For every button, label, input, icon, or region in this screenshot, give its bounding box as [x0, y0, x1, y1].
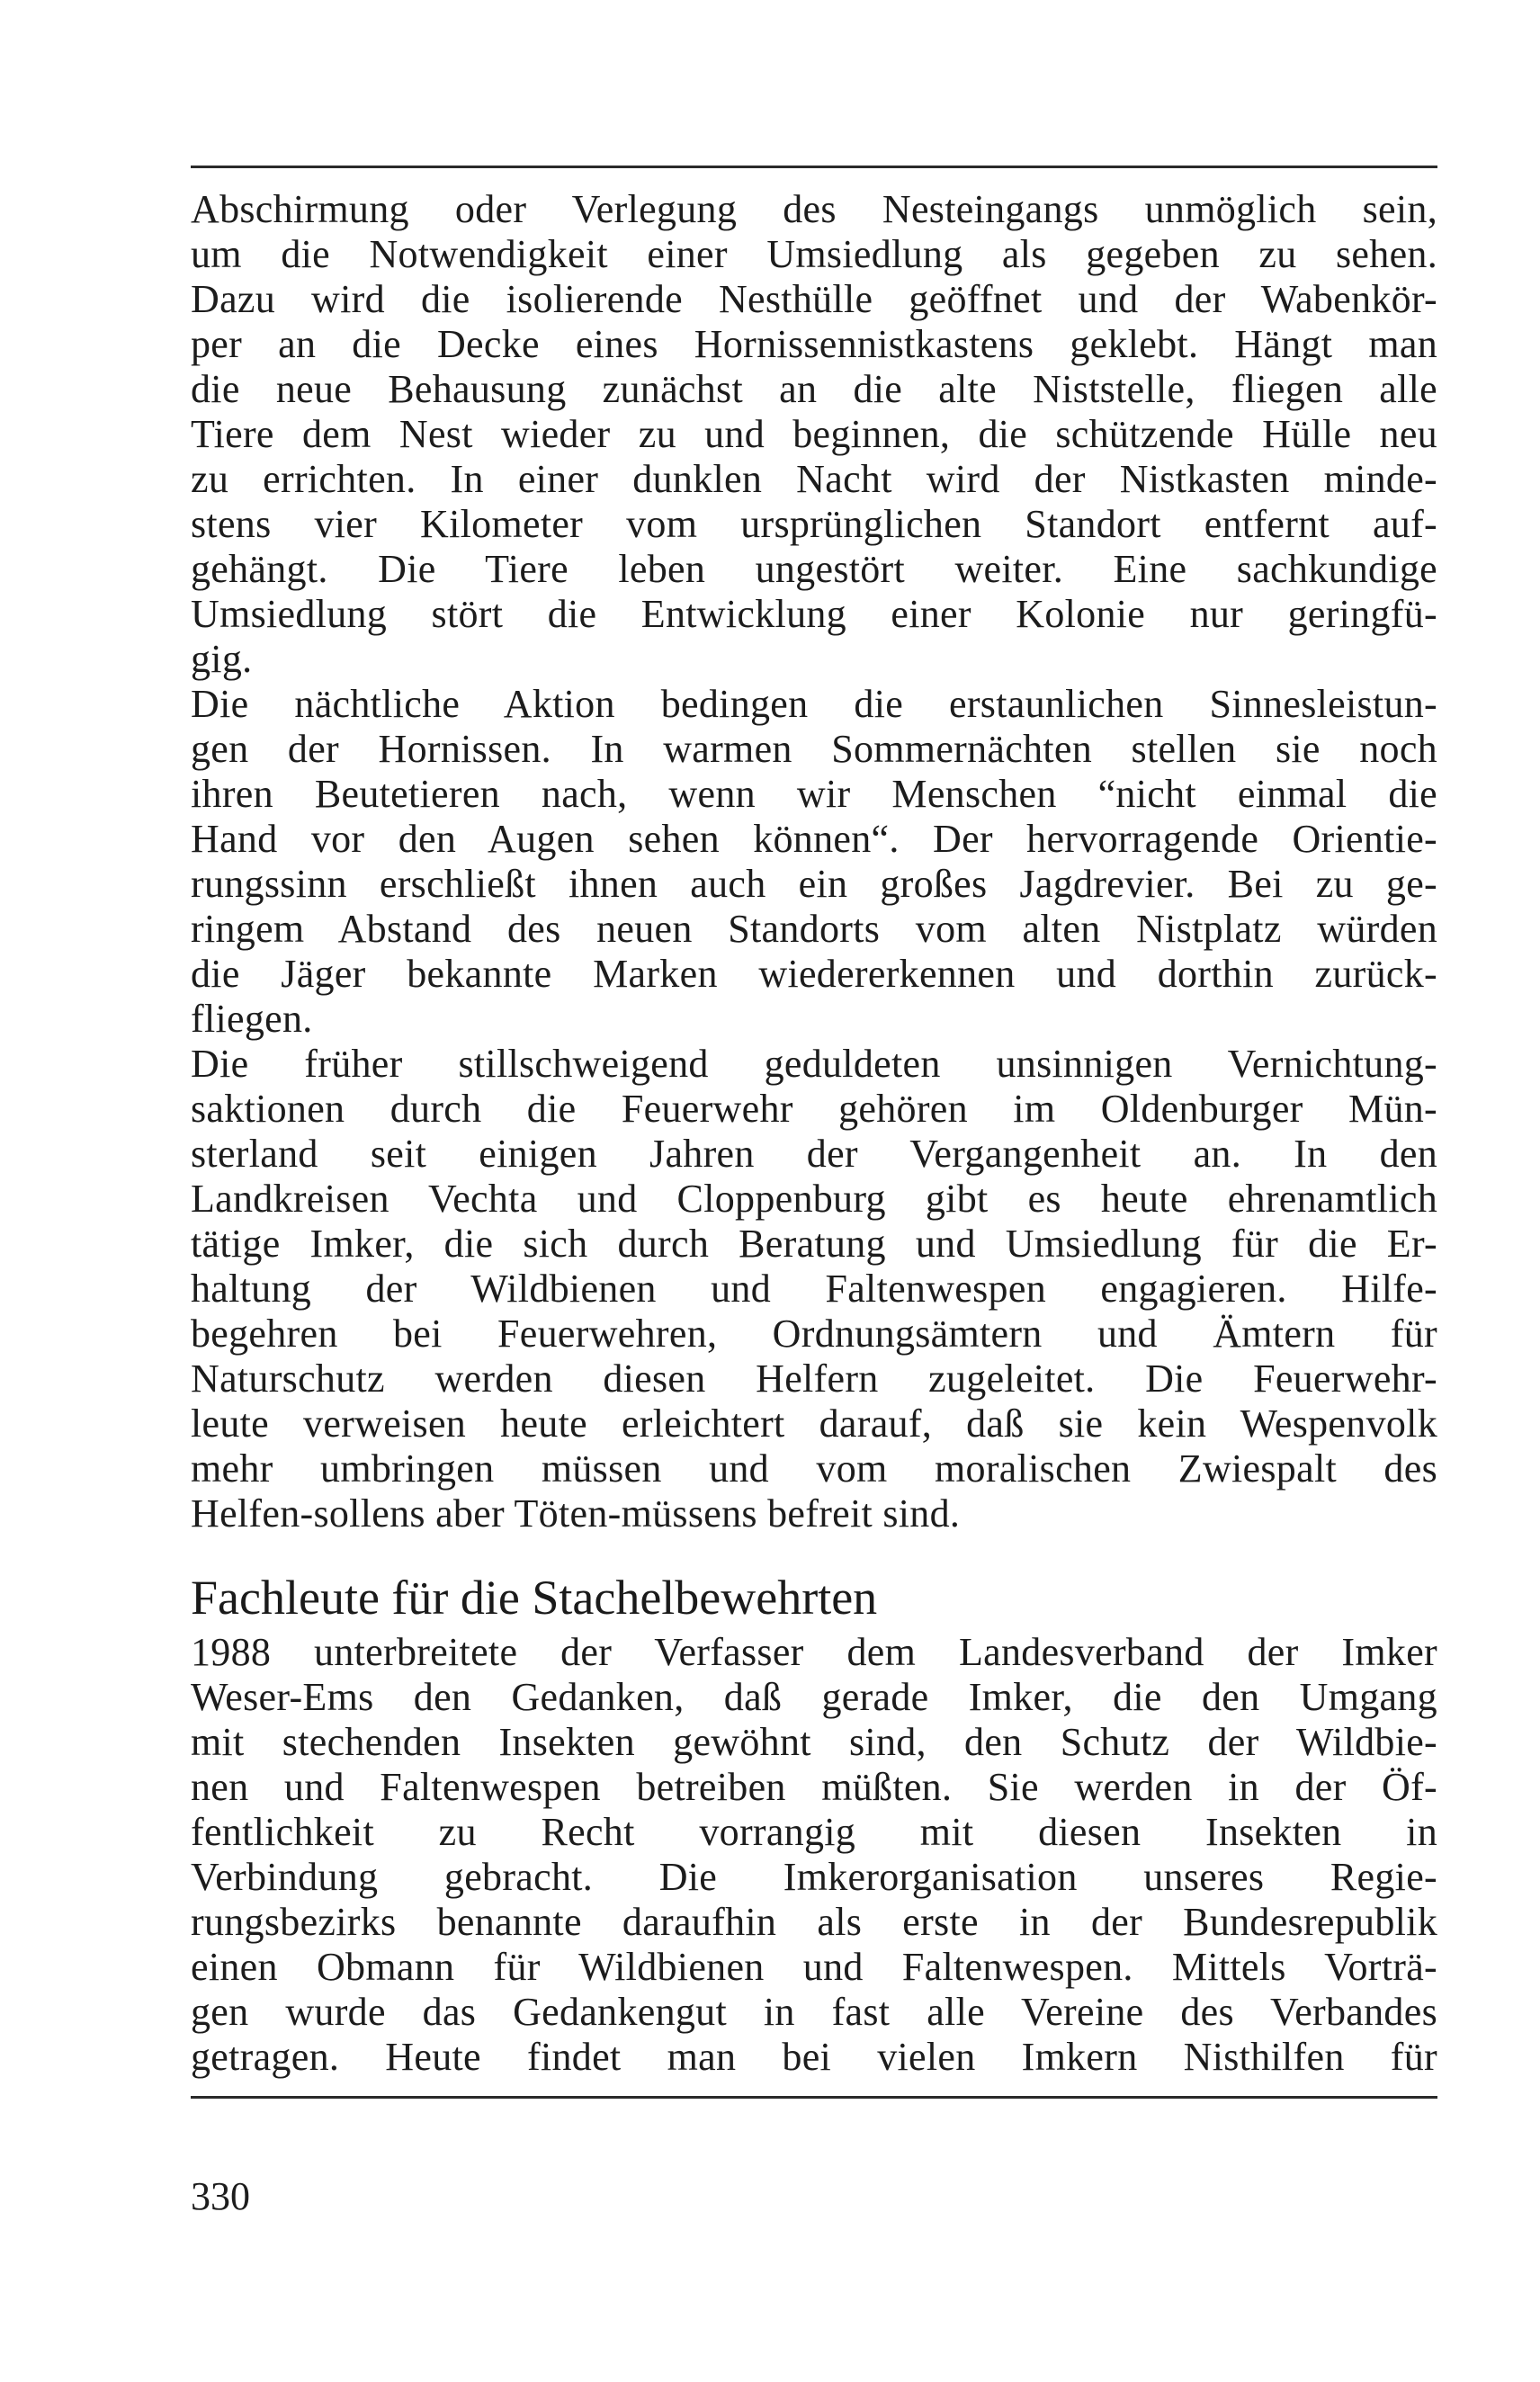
paragraph-sinnesleistungen	[191, 682, 1437, 1042]
text-line: Verbindung gebracht. Die Imkerorganisation unseres Regie-	[191, 1855, 1437, 1899]
text-line: um die Notwendigkeit einer Umsiedlung als gegeben zu sehen.	[191, 232, 1437, 276]
text-line: ihren Beutetieren nach, wenn wir Menschen “nicht einmal die	[191, 772, 1437, 816]
text-line: gen der Hornissen. In warmen Sommernächten stellen sie noch	[191, 727, 1437, 771]
text-line: leute verweisen heute erleichtert darauf, daß sie kein Wespenvolk	[191, 1401, 1437, 1446]
bottom-rule	[191, 2096, 1437, 2099]
text-line: ringem Abstand des neuen Standorts vom alten Nistplatz würden	[191, 907, 1437, 951]
text-line: saktionen durch die Feuerwehr gehören im Oldenburger Mün-	[191, 1087, 1437, 1131]
paragraph-umsiedlung	[191, 187, 1437, 682]
text-line: getragen. Heute findet man bei vielen Imkern Nisthilfen für	[191, 2035, 1437, 2079]
text-line: Umsiedlung stört die Entwicklung einer Kolonie nur geringfü-	[191, 592, 1437, 636]
text-line: Hand vor den Augen sehen können“. Der hervorragende Orientie-	[191, 817, 1437, 861]
text-line: rungssinn erschließt ihnen auch ein großes Jagdrevier. Bei zu ge-	[191, 862, 1437, 906]
text-line: begehren bei Feuerwehren, Ordnungsämtern und Ämtern für	[191, 1312, 1437, 1356]
text-line: mit stechenden Insekten gewöhnt sind, den Schutz der Wildbie-	[191, 1720, 1437, 1764]
text-line: Dazu wird die isolierende Nesthülle geöffnet und der Wabenkör-	[191, 277, 1437, 321]
text-line: Weser-Ems den Gedanken, daß gerade Imker, die den Umgang	[191, 1675, 1437, 1719]
text-line: tätige Imker, die sich durch Beratung und Umsiedlung für die Er-	[191, 1222, 1437, 1266]
text-line: Tiere dem Nest wieder zu und beginnen, die schützende Hülle neu	[191, 412, 1437, 456]
paragraph-feuerwehr	[191, 1042, 1437, 1536]
text-line: Die früher stillschweigend geduldeten unsinnigen Vernichtung-	[191, 1042, 1437, 1086]
text-line: per an die Decke eines Hornissennistkastens geklebt. Hängt man	[191, 322, 1437, 366]
text-line: stens vier Kilometer vom ursprünglichen Standort entfernt auf-	[191, 502, 1437, 546]
top-rule	[191, 166, 1437, 168]
text-line: haltung der Wildbienen und Faltenwespen engagieren. Hilfe-	[191, 1267, 1437, 1311]
text-line: Helfen-sollens aber Töten-müssens befreit sind.	[191, 1491, 961, 1536]
text-line: zu errichten. In einer dunklen Nacht wird der Nistkasten minde-	[191, 457, 1437, 501]
paragraph-fachleute	[191, 1630, 1437, 2080]
text-line: gen wurde das Gedankengut in fast alle Vereine des Verbandes	[191, 1990, 1437, 2034]
text-line: gig.	[191, 637, 253, 681]
text-line: fentlichkeit zu Recht vorrangig mit diesen Insekten in	[191, 1810, 1437, 1854]
text-line: fliegen.	[191, 997, 313, 1041]
text-line: Die nächtliche Aktion bedingen die erstaunlichen Sinnesleistun-	[191, 682, 1437, 726]
section-heading: Fachleute für die Stachelbewehrten	[191, 1571, 878, 1625]
text-line: nen und Faltenwespen betreiben müßten. Sie werden in der Öf-	[191, 1765, 1437, 1809]
text-line: die neue Behausung zunächst an die alte Niststelle, fliegen alle	[191, 367, 1437, 411]
text-line: Abschirmung oder Verlegung des Nesteingangs unmöglich sein,	[191, 187, 1437, 231]
text-line: Naturschutz werden diesen Helfern zugeleitet. Die Feuerwehr-	[191, 1357, 1437, 1401]
text-line: mehr umbringen müssen und vom moralischen Zwiespalt des	[191, 1446, 1437, 1491]
text-line: rungsbezirks benannte daraufhin als erste in der Bundesrepublik	[191, 1900, 1437, 1944]
text-line: die Jäger bekannte Marken wiedererkennen und dorthin zurück-	[191, 952, 1437, 996]
text-line: Landkreisen Vechta und Cloppenburg gibt es heute ehrenamtlich	[191, 1177, 1437, 1221]
page-number: 330	[191, 2174, 250, 2218]
text-line: sterland seit einigen Jahren der Vergangenheit an. In den	[191, 1132, 1437, 1176]
text-line: 1988 unterbreitete der Verfasser dem Landesverband der Imker	[191, 1630, 1437, 1674]
text-line: gehängt. Die Tiere leben ungestört weiter. Eine sachkundige	[191, 547, 1437, 591]
text-line: einen Obmann für Wildbienen und Faltenwespen. Mittels Vorträ-	[191, 1945, 1437, 1989]
